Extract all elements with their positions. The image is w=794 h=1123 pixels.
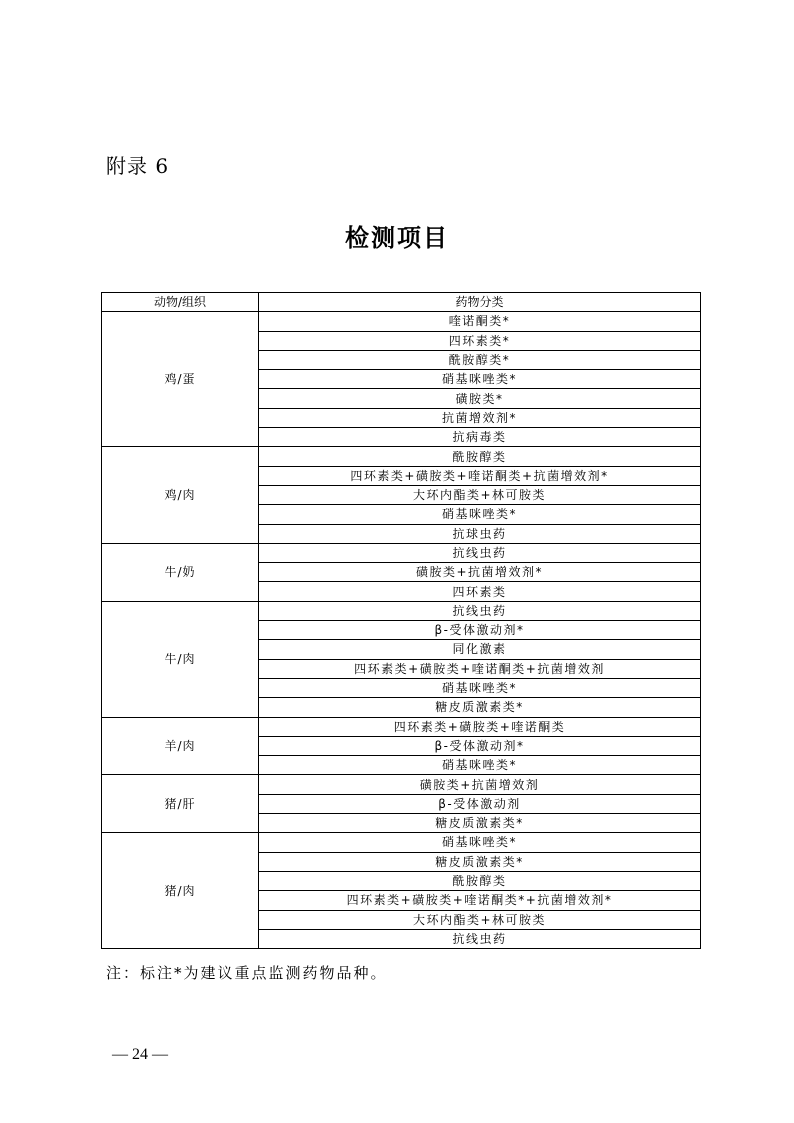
animal-tissue-cell: 猪/肉 (102, 833, 259, 949)
animal-tissue-cell: 鸡/蛋 (102, 312, 259, 447)
header-animal: 动物/组织 (102, 293, 259, 312)
appendix-label: 附录 6 (106, 154, 170, 178)
drug-category-cell: 四环素类 (259, 582, 701, 601)
drug-category-cell: 四环素类+磺胺类+喹诺酮类 (259, 717, 701, 736)
drug-category-cell: 四环素类+磺胺类+喹诺酮类+抗菌增效剂 (259, 659, 701, 678)
table-header-row (102, 293, 701, 312)
table-row (102, 833, 701, 852)
drug-category-cell: 糖皮质激素类* (259, 814, 701, 833)
table-row (102, 312, 701, 331)
table-row (102, 775, 701, 794)
drug-category-cell: 糖皮质激素类* (259, 698, 701, 717)
table-row (102, 447, 701, 466)
drug-category-cell: 四环素类+磺胺类+喹诺酮类*+抗菌增效剂* (259, 891, 701, 910)
drug-category-cell: 抗球虫药 (259, 524, 701, 543)
test-items-table (101, 292, 701, 949)
animal-tissue-cell: 鸡/肉 (102, 447, 259, 543)
drug-category-cell: 硝基咪唑类* (259, 370, 701, 389)
drug-category-cell: 大环内酯类+林可胺类 (259, 910, 701, 929)
drug-category-cell: 抗病毒类 (259, 428, 701, 447)
table-row (102, 717, 701, 736)
drug-category-cell: 硝基咪唑类* (259, 756, 701, 775)
drug-category-cell: 喹诺酮类* (259, 312, 701, 331)
drug-category-cell: 四环素类+磺胺类+喹诺酮类+抗菌增效剂* (259, 466, 701, 485)
drug-category-cell: 磺胺类* (259, 389, 701, 408)
table-row (102, 543, 701, 562)
header-drug-category: 药物分类 (259, 293, 701, 312)
drug-category-cell: 酰胺醇类* (259, 350, 701, 369)
drug-category-cell: 磺胺类+抗菌增效剂 (259, 775, 701, 794)
drug-category-cell: 硝基咪唑类* (259, 505, 701, 524)
footnote: 注：标注*为建议重点监测药物品种。 (106, 964, 388, 982)
drug-category-cell: β-受体激动剂 (259, 794, 701, 813)
animal-tissue-cell: 牛/奶 (102, 543, 259, 601)
drug-category-cell: 酰胺醇类 (259, 871, 701, 890)
animal-tissue-cell: 羊/肉 (102, 717, 259, 775)
drug-category-cell: 大环内酯类+林可胺类 (259, 485, 701, 504)
drug-category-cell: 酰胺醇类 (259, 447, 701, 466)
drug-category-cell: β-受体激动剂* (259, 621, 701, 640)
drug-category-cell: 抗线虫药 (259, 929, 701, 948)
table-row (102, 601, 701, 620)
drug-category-cell: 抗菌增效剂* (259, 408, 701, 427)
animal-tissue-cell: 牛/肉 (102, 601, 259, 717)
drug-category-cell: 抗线虫药 (259, 543, 701, 562)
drug-category-cell: 抗线虫药 (259, 601, 701, 620)
animal-tissue-cell: 猪/肝 (102, 775, 259, 833)
drug-category-cell: 硝基咪唑类* (259, 833, 701, 852)
page-title: 检测项目 (345, 223, 449, 252)
drug-category-cell: 同化激素 (259, 640, 701, 659)
drug-category-cell: 磺胺类+抗菌增效剂* (259, 563, 701, 582)
drug-category-cell: β-受体激动剂* (259, 736, 701, 755)
drug-category-cell: 硝基咪唑类* (259, 678, 701, 697)
drug-category-cell: 糖皮质激素类* (259, 852, 701, 871)
page-number: — 24 — (112, 1046, 168, 1063)
drug-category-cell: 四环素类* (259, 331, 701, 350)
